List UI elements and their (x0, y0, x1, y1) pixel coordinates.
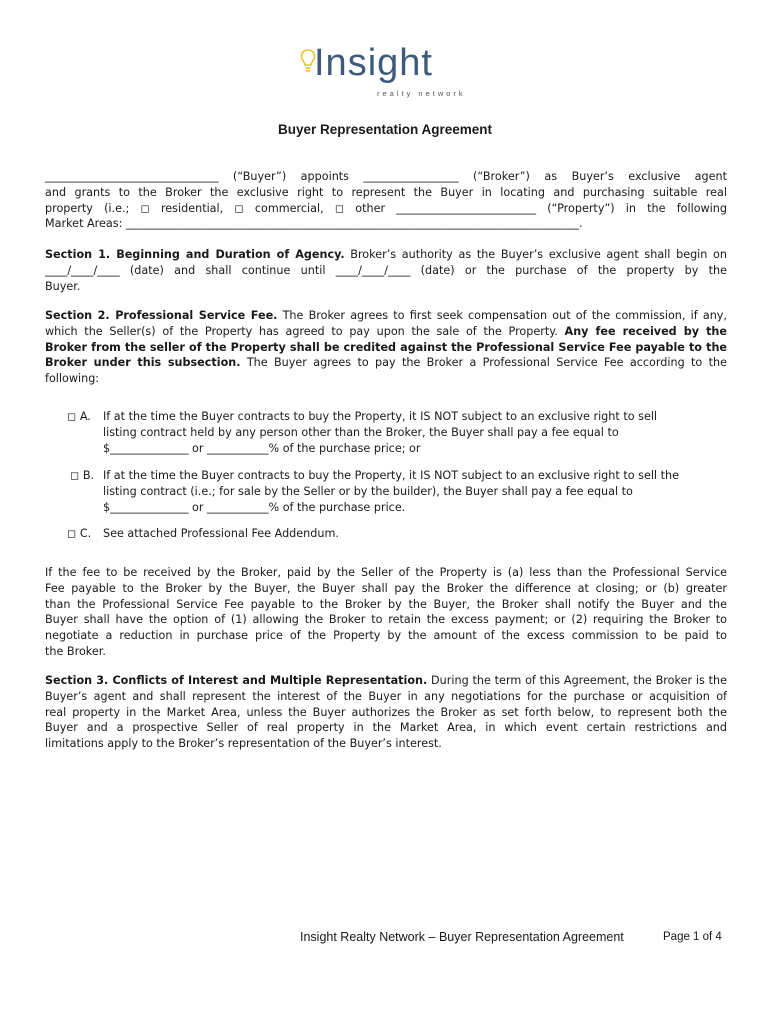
option-c (45, 526, 727, 542)
section-1-line: Buyer. (45, 279, 81, 293)
fee-paragraph (45, 565, 727, 660)
fee-line: If the fee to be received by the Broker, paid by the Seller of the Property is (a) less than the Professional Service (45, 566, 727, 579)
fee-line: the Broker. (45, 644, 106, 658)
section-3-line: real property in the Market Area, unless the Buyer authorizes the Broker as set forth below, to represent both the (45, 705, 727, 719)
section-2-line: Broker from the seller of the Property shall be credited against the Professional Service Fee payable to the (45, 340, 727, 354)
section-2-line: following: (45, 372, 100, 386)
intro-line: Market Areas: _________________________________________________________________________________. (45, 217, 583, 231)
section-2-heading: Section 2. Professional Service Fee. (45, 309, 278, 322)
option-line: If at the time the Buyer contracts to buy the Property, it IS NOT subject to an exclusive right to sell (103, 410, 658, 423)
section-1-line: ____/____/____ (date) and shall continue until ____/____/____ (date) or the purchase of the property by the (45, 263, 727, 277)
section-3-line: Section 3. Conflicts of Interest and Multiple Representation. During the term of this Agreement, the Broker is the (45, 674, 728, 687)
footer-title: Insight Realty Network – Buyer Representation Agreement (300, 930, 624, 944)
fee-line: Buyer shall have the option of (1) allowing the Broker to retain the excess payment; or (2) requiring the Broker to (45, 613, 727, 627)
document-title: Buyer Representation Agreement (277, 122, 493, 137)
option-a (45, 409, 727, 457)
fee-line: than the Professional Service Fee payable to the Broker by the Buyer, the Broker shall notify the Buyer and the (45, 597, 727, 611)
section-1 (45, 247, 727, 294)
section-1-heading: Section 1. Beginning and Duration of Agency. (45, 248, 345, 261)
page-number: Page 1 of 4 (663, 931, 722, 943)
option-line: listing contract held by any person other than the Broker, the Buyer shall pay a fee equal to (103, 425, 619, 439)
fee-line: Fee payable to the Broker by the Buyer, the Buyer shall pay the Broker the difference at closing; or (b) greater (45, 581, 727, 595)
fee-line: negotiate a reduction in purchase price of the Property by the amount of the excess commission to be paid to (45, 629, 727, 643)
option-line: $______________ or ___________% of the purchase price. (103, 500, 406, 514)
logo-wordmark: Insight (314, 42, 433, 84)
section-2 (45, 308, 727, 387)
option-checkbox[interactable]: ◻ C. (67, 527, 92, 540)
section-3-line: Buyer and a prospective Seller of real property in the Market Area, in which event certain restrictions and (45, 721, 727, 735)
logo-tagline: realty network (377, 89, 466, 98)
section-2-line: which the Seller(s) of the Property has agreed to pay upon the sale of the Property. Any fee received by the (45, 324, 727, 338)
section-2-line: Section 2. Professional Service Fee. The Broker agrees to first seek compensation out of the commission, if any, (45, 309, 727, 322)
option-line: $______________ or ___________% of the purchase price; or (103, 441, 421, 455)
option-b (45, 468, 727, 516)
option-checkbox[interactable]: ◻ B. (70, 469, 95, 482)
intro-line: and grants to the Broker the exclusive right to represent the Buyer in locating and purchasing suitable real (45, 185, 727, 199)
section-1-line: Section 1. Beginning and Duration of Agency. Broker’s authority as the Buyer’s exclusive agent shall begin on (45, 248, 727, 261)
company-logo (300, 42, 470, 102)
section-3 (45, 673, 727, 752)
intro-line: _______________________________ (“Buyer”) appoints _________________ (“Broker”) as Buyer’s exclusive agent (45, 170, 727, 183)
option-line: See attached Professional Fee Addendum. (103, 527, 339, 540)
section-3-heading: Section 3. Conflicts of Interest and Multiple Representation. (45, 674, 428, 687)
intro-line: property (i.e.; ◻ residential, ◻ commercial, ◻ other _________________________ (“Property”) in the following (45, 201, 727, 215)
intro-paragraph (45, 169, 727, 232)
section-3-line: Buyer’s agent and shall represent the interest of the Buyer in any negotiations for the purchase or acquisition of (45, 689, 727, 703)
option-checkbox[interactable]: ◻ A. (67, 410, 91, 423)
section-2-line: Broker under this subsection. The Buyer agrees to pay the Broker a Professional Service Fee according to the (45, 356, 727, 370)
option-line: listing contract (i.e.; for sale by the Seller or by the builder), the Buyer shall pay a fee equal to (103, 484, 633, 498)
section-3-line: limitations apply to the Broker’s representation of the Buyer’s interest. (45, 737, 442, 751)
option-line: If at the time the Buyer contracts to buy the Property, it IS NOT subject to an exclusive right to sell the (103, 469, 679, 482)
